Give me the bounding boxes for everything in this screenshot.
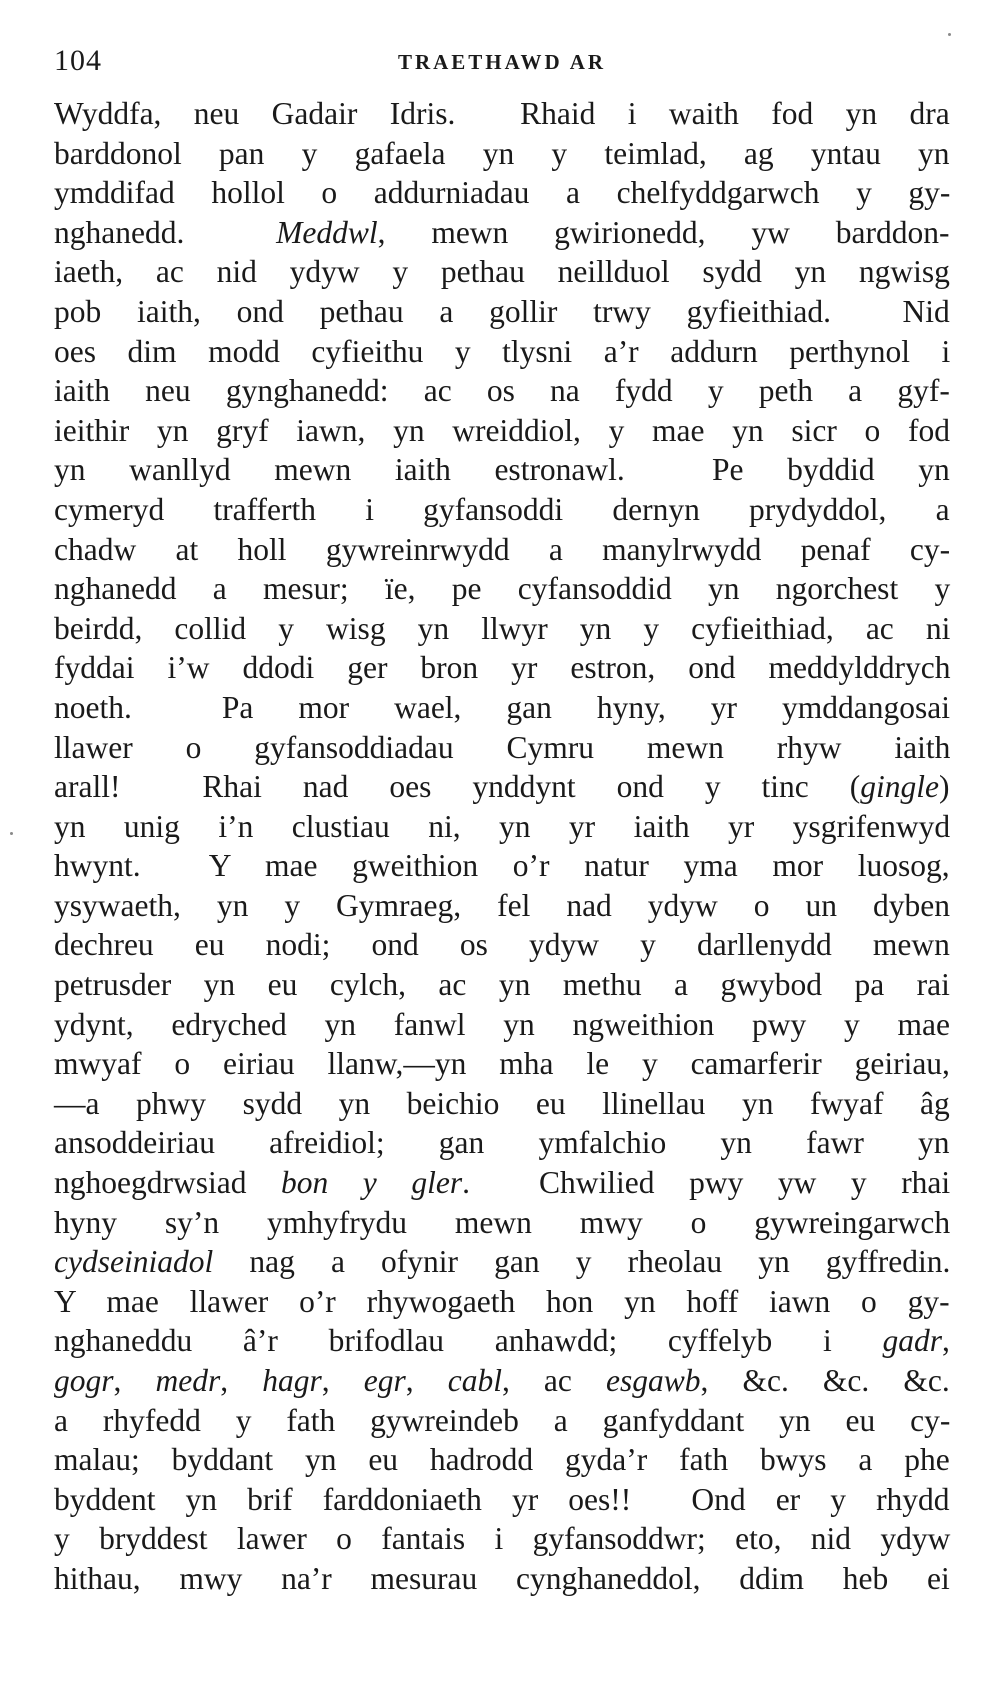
text-run: ,	[113, 1363, 156, 1398]
text-line	[54, 688, 950, 728]
ink-speck	[948, 33, 951, 36]
text-line	[54, 609, 950, 649]
italic-text: gadr	[882, 1323, 942, 1359]
text-line	[54, 728, 950, 768]
text-run: )	[939, 769, 950, 805]
text-line	[54, 213, 950, 253]
text-run: nghoegdrwsiad	[54, 1165, 282, 1201]
italic-text: esgawb	[606, 1363, 701, 1398]
text-run: fyddai i’w ddodi ger bron yr estron, ond meddylddrych	[54, 650, 951, 686]
text-line	[54, 1163, 950, 1203]
text-run: ysywaeth, yn y Gymraeg, fel nad ydyw o un dyben	[54, 887, 950, 923]
text-line	[54, 1123, 950, 1163]
text-line	[54, 925, 950, 965]
text-line	[54, 1440, 950, 1480]
text-line	[54, 411, 950, 451]
text-run: barddonol pan y gafaela yn y teimlad, ag yntau yn	[54, 135, 950, 171]
text-run: noeth. Pa mor wael, gan hyny, yr ymddangosai	[54, 689, 950, 725]
text-line	[54, 332, 950, 372]
italic-text: cydseiniadol	[54, 1244, 214, 1280]
text-line	[54, 1044, 950, 1084]
text-line	[54, 846, 950, 886]
text-line	[54, 965, 950, 1005]
text-run: , ac	[501, 1363, 606, 1398]
text-run: iaeth, ac nid ydyw y pethau neillduol sydd yn ngwisg	[54, 254, 950, 290]
book-page	[54, 44, 950, 1684]
running-title: TRAETHAWD AR	[397, 50, 607, 74]
text-line	[54, 1282, 950, 1322]
text-line	[54, 1203, 950, 1243]
text-run: Y mae llawer o’r rhywogaeth hon yn hoff iawn o gy-	[54, 1283, 950, 1319]
text-line	[54, 1242, 950, 1282]
text-run: cymeryd trafferth i gyfansoddi dernyn prydyddol, a	[54, 491, 950, 527]
italic-text: egr	[363, 1363, 406, 1398]
italic-text: medr	[155, 1363, 221, 1398]
text-run: y bryddest lawer o fantais i gyfansoddwr; eto, nid ydyw	[54, 1521, 951, 1557]
text-run: beirdd, collid y wisg yn llwyr yn y cyfieithiad, ac ni	[54, 610, 951, 646]
text-run: oes dim modd cyfieithu y tlysni a’r addurn perthynol i	[54, 333, 951, 369]
text-line	[54, 450, 950, 490]
italic-text: hagr	[262, 1363, 322, 1398]
text-run: hyny sy’n ymhyfrydu mewn mwy o gywreingarwch	[54, 1204, 951, 1240]
italic-text: gogr	[54, 1363, 114, 1398]
text-line	[54, 530, 950, 570]
text-line	[54, 134, 950, 174]
text-run: malau; byddant yn eu hadrodd gyda’r fath bwys a phe	[54, 1442, 950, 1478]
text-line	[54, 94, 950, 134]
text-line	[54, 1084, 950, 1124]
text-run: ydynt, edryched yn fanwl yn ngweithion pwy y mae	[54, 1006, 950, 1042]
text-run: byddent yn brif farddoniaeth yr oes!! Ond er y rhydd	[54, 1481, 950, 1517]
text-run: petrusder yn eu cylch, ac yn methu a gwybod pa rai	[54, 967, 950, 1003]
text-run: ,	[321, 1363, 364, 1398]
text-line	[54, 1519, 950, 1559]
text-line	[54, 1321, 950, 1361]
text-run: yn unig i’n clustiau ni, yn yr iaith yr ysgrifenwyd	[54, 808, 951, 844]
text-run: yn wanllyd mewn iaith estronawl. Pe byddid yn	[54, 452, 950, 488]
text-run: , &c. &c. &c.	[700, 1363, 950, 1398]
text-run: ymddifad hollol o addurniadau a chelfyddgarwch y gy-	[54, 175, 951, 211]
text-run: nghanedd.	[54, 214, 277, 250]
text-run: . Chwilied pwy yw y rhai	[462, 1165, 951, 1201]
text-run: hwynt. Y mae gweithion o’r natur yma mor luosog,	[54, 848, 950, 884]
text-line	[54, 1480, 950, 1520]
text-run: pob iaith, ond pethau a gollir trwy gyfieithiad. Nid	[54, 293, 950, 329]
text-run: ,	[942, 1323, 950, 1359]
text-run: —a phwy sydd yn beichio eu llinellau yn fwyaf âg	[54, 1085, 950, 1121]
running-header	[54, 44, 950, 84]
text-line	[54, 252, 950, 292]
text-run: Wyddfa, neu Gadair Idris. Rhaid i waith fod yn dra	[54, 96, 950, 131]
text-run: iaith neu gynghanedd: ac os na fydd y peth a gyf-	[54, 373, 950, 409]
text-line	[54, 648, 950, 688]
text-line	[54, 767, 950, 807]
text-line	[54, 569, 950, 609]
text-run: nghanedd a mesur; ïe, pe cyfansoddid yn ngorchest y	[54, 571, 951, 607]
text-line	[54, 1401, 950, 1441]
text-run: ansoddeiriau afreidiol; gan ymfalchio yn fawr yn	[54, 1125, 950, 1161]
text-run: ,	[405, 1363, 448, 1398]
text-line	[54, 371, 950, 411]
text-line	[54, 1559, 950, 1599]
text-run: nag a ofynir gan y rheolau yn gyffredin.	[213, 1244, 951, 1280]
text-run: ieithir yn gryf iawn, yn wreiddiol, y mae yn sicr o fod	[54, 412, 950, 448]
italic-text: cabl	[447, 1363, 502, 1398]
ink-speck	[10, 832, 13, 835]
text-run: , mewn gwirionedd, yw barddon-	[377, 214, 950, 250]
text-line	[54, 173, 950, 213]
italic-text: gingle	[860, 769, 940, 805]
text-line	[54, 807, 950, 847]
italic-text: bon y gler	[281, 1165, 463, 1201]
text-run: dechreu eu nodi; ond os ydyw y darllenydd mewn	[54, 927, 950, 963]
text-line	[54, 490, 950, 530]
text-run: chadw at holl gywreinrwydd a manylrwydd penaf cy-	[54, 531, 951, 567]
text-line	[54, 292, 950, 332]
text-run: a rhyfedd y fath gywreindeb a ganfyddant yn eu cy-	[54, 1402, 951, 1438]
text-line	[54, 1361, 950, 1401]
text-run: ,	[220, 1363, 263, 1398]
text-line	[54, 1005, 950, 1045]
text-run: llawer o gyfansoddiadau Cymru mewn rhyw iaith	[54, 729, 951, 765]
italic-text: Meddwl	[276, 214, 378, 250]
page-number: 104	[54, 44, 102, 77]
text-run: nghaneddu â’r brifodlau anhawdd; cyffelyb i	[54, 1323, 883, 1359]
text-line	[54, 886, 950, 926]
text-run: hithau, mwy na’r mesurau cynghaneddol, ddim heb ei	[54, 1560, 950, 1596]
text-run: mwyaf o eiriau llanw,—yn mha le y camarferir geiriau,	[54, 1046, 950, 1082]
text-run: arall! Rhai nad oes ynddynt ond y tinc (	[54, 769, 861, 805]
body-text	[54, 94, 950, 1599]
